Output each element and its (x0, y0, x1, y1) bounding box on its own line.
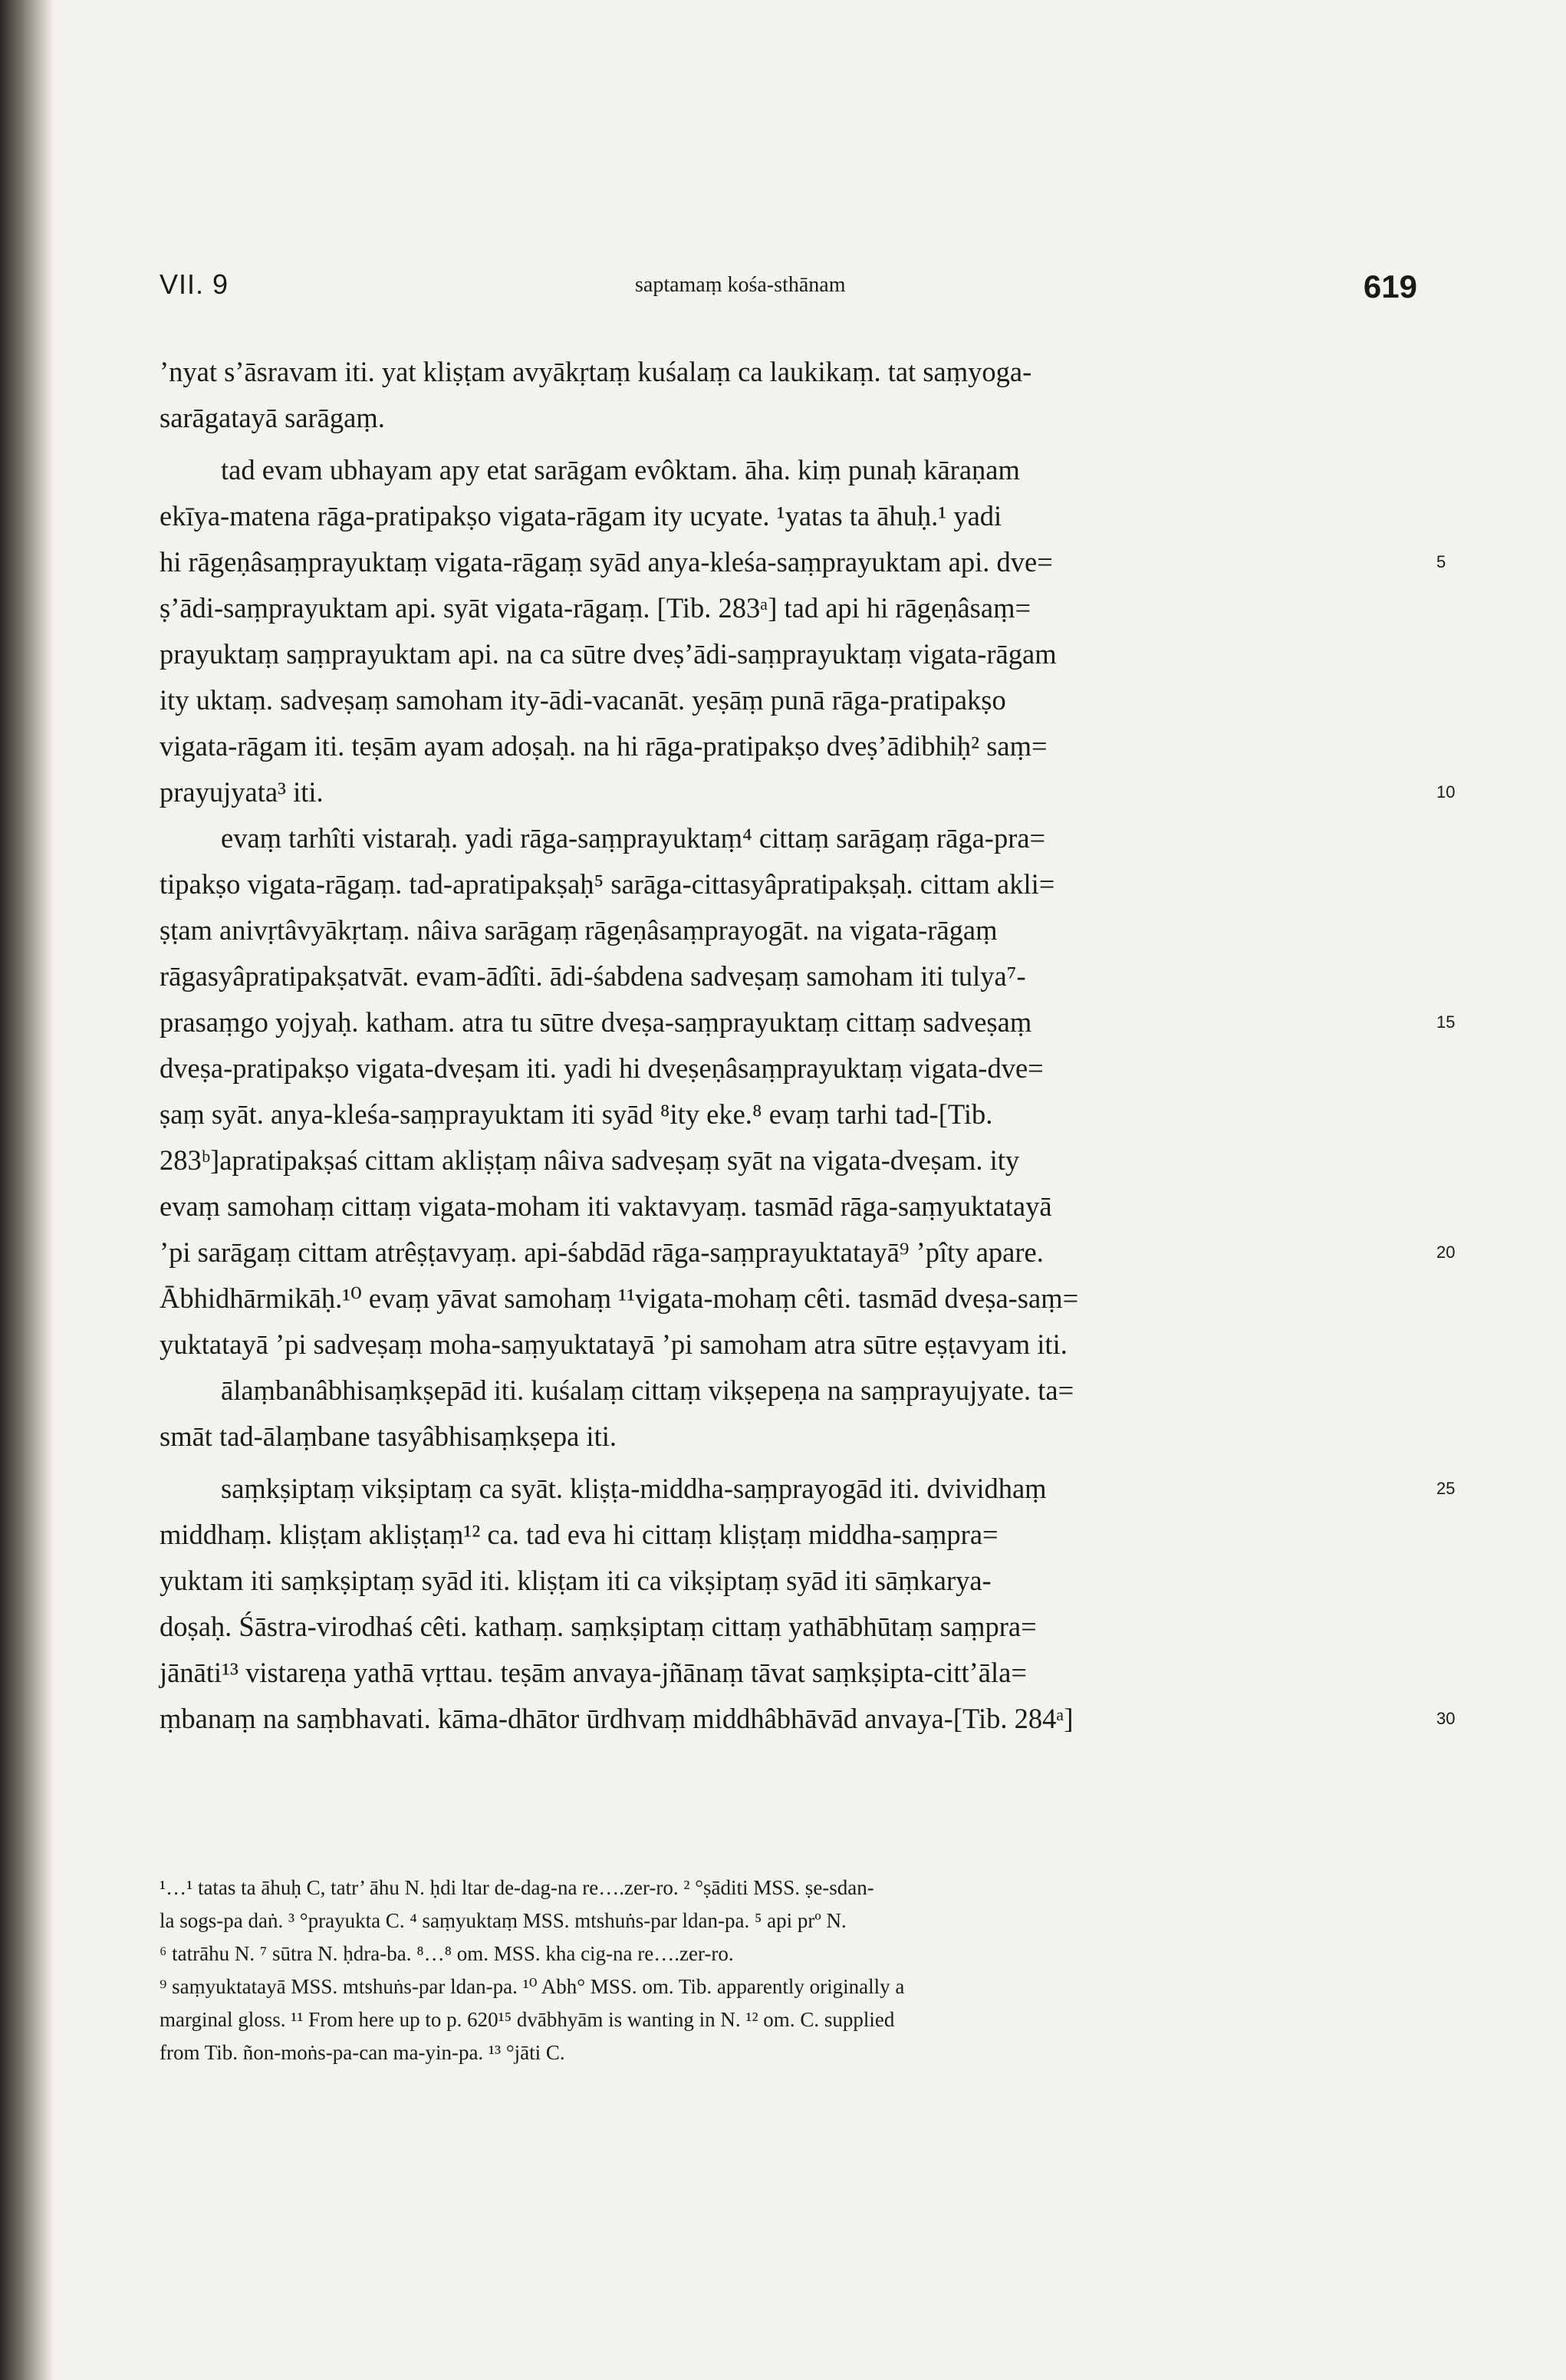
text-line (160, 1466, 1456, 1512)
footnote-line: from Tib. ñon-moṅs-pa-can ma-yin-pa. ¹³ °jāti C. (160, 2041, 565, 2064)
text-line (160, 349, 1417, 395)
line-text: hi rāgeṇâsaṃprayuktaṃ vigata-rāgaṃ syād anya-kleśa-saṃprayuktam api. dve= (160, 546, 1053, 578)
text-line (160, 1558, 1417, 1604)
line-text: ity uktaṃ. sadveṣaṃ samoham ity-ādi-vacanāt. yeṣāṃ punā rāga-pratipakṣo (160, 684, 1006, 716)
line-number: 15 (1436, 1012, 1456, 1032)
line-text: tad evam ubhayam apy etat sarāgam evôktam. āha. kiṃ punaḥ kāraṇam (221, 454, 1020, 486)
text-line (160, 1091, 1417, 1137)
line-text: ṣ’ādi-saṃprayuktam api. syāt vigata-rāgaṃ. [Tib. 283ᵃ] tad api hi rāgeṇâsaṃ= (160, 592, 1031, 624)
footnote-line: ⁹ saṃyuktatayā MSS. mtshuṅs-par ldan-pa. ¹⁰ Abh° MSS. om. Tib. apparently originally a (160, 1975, 905, 1998)
text-line (160, 861, 1417, 907)
line-text: jānāti¹³ vistareṇa yathā vṛttau. teṣām anvaya-jñānaṃ tāvat saṃkṣipta-citt’āla= (160, 1657, 1027, 1688)
main-text (160, 349, 1456, 1742)
text-line (160, 1137, 1417, 1183)
line-text: evaṃ tarhîti vistaraḥ. yadi rāga-saṃprayuktaṃ⁴ cittaṃ sarāgaṃ rāga-pra= (221, 822, 1046, 854)
line-text: evaṃ samohaṃ cittaṃ vigata-moham iti vaktavyaṃ. tasmād rāga-saṃyuktatayā (160, 1190, 1052, 1222)
line-text: rāgasyâpratipakṣatvāt. evam-ādîti. ādi-śabdena sadveṣaṃ samoham iti tulya⁷- (160, 960, 1026, 992)
line-text: yuktam iti saṃkṣiptaṃ syād iti. kliṣṭam iti ca vikṣiptaṃ syād iti sāṃkarya- (160, 1565, 992, 1596)
text-line (160, 539, 1446, 585)
line-text: Ābhidhārmikāḥ.¹⁰ evaṃ yāvat samohaṃ ¹¹vigata-mohaṃ cêti. tasmād dveṣa-saṃ= (160, 1282, 1079, 1314)
line-text: prayujyata³ iti. (160, 776, 324, 808)
text-line (160, 1696, 1456, 1742)
text-line (160, 447, 1417, 493)
line-text: ṃbanaṃ na saṃbhavati. kāma-dhātor ūrdhvaṃ middhâbhāvād anvaya-[Tib. 284ᵃ] (160, 1703, 1074, 1734)
line-number: 30 (1436, 1709, 1456, 1728)
text-line (160, 493, 1417, 539)
text-line (160, 1045, 1417, 1091)
chapter-reference: VII. 9 (160, 268, 229, 300)
line-text: sarāgatayā sarāgaṃ. (160, 402, 385, 433)
line-text: ṣṭam anivṛtâvyākṛtaṃ. nâiva sarāgaṃ rāgeṇâsaṃprayogāt. na vigata-rāgaṃ (160, 914, 998, 946)
text-line (160, 1322, 1417, 1368)
text-line (160, 1650, 1417, 1696)
footnote-line: marginal gloss. ¹¹ From here up to p. 620¹⁵ dvābhyām is wanting in N. ¹² om. C. supplied (160, 2008, 895, 2031)
line-text: vigata-rāgam iti. teṣām ayam adoṣaḥ. na hi rāga-pratipakṣo dveṣ’ādibhiḥ² saṃ= (160, 730, 1048, 762)
text-line (160, 999, 1456, 1045)
footnote-line: la sogs-pa daṅ. ³ °prayukta C. ⁴ saṃyuktaṃ MSS. mtshuṅs-par ldan-pa. ⁵ api prº N. (160, 1909, 847, 1932)
line-text: saṃkṣiptaṃ vikṣiptaṃ ca syāt. kliṣṭa-middha-saṃprayogād iti. dvividhaṃ (221, 1473, 1047, 1504)
line-text: yuktatayā ’pi sadveṣaṃ moha-saṃyuktatayā ’pi samoham atra sūtre eṣṭavyam iti. (160, 1328, 1068, 1360)
text-line (160, 1276, 1417, 1322)
page-number: 619 (1363, 268, 1417, 304)
line-text: smāt tad-ālaṃbane tasyâbhisaṃkṣepa iti. (160, 1420, 617, 1452)
book-spine-shadow (0, 0, 54, 2380)
line-text: ’pi sarāgaṃ cittam atrêṣṭavyaṃ. api-śabdād rāga-saṃprayuktatayā⁹ ’pîty apare. (160, 1236, 1044, 1268)
footnote-line: ⁶ tatrāhu N. ⁷ sūtra N. ḥdra-ba. ⁸…⁸ om. MSS. kha cig-na re….zer-ro. (160, 1942, 734, 1965)
line-number: 20 (1436, 1243, 1456, 1262)
line-number: 25 (1436, 1479, 1456, 1498)
line-text: ālaṃbanâbhisaṃkṣepād iti. kuśalaṃ cittaṃ vikṣepeṇa na saṃprayujyate. ta= (221, 1374, 1074, 1406)
line-text: dveṣa-pratipakṣo vigata-dveṣam iti. yadi hi dveṣeṇâsaṃprayuktaṃ vigata-dve= (160, 1052, 1044, 1084)
line-text: tipakṣo vigata-rāgaṃ. tad-apratipakṣaḥ⁵ sarāga-cittasyâpratipakṣaḥ. cittam akli= (160, 868, 1055, 900)
text-line (160, 631, 1417, 677)
text-line (160, 1414, 1417, 1460)
text-line (160, 677, 1417, 723)
footnotes (160, 1871, 1417, 2069)
text-line (160, 953, 1417, 999)
line-text: doṣaḥ. Śāstra-virodhaś cêti. kathaṃ. saṃkṣiptaṃ cittaṃ yathābhūtaṃ saṃpra= (160, 1611, 1037, 1642)
text-line (160, 769, 1456, 815)
line-text: ekīya-matena rāga-pratipakṣo vigata-rāgam ity ucyate. ¹yatas ta āhuḥ.¹ yadi (160, 500, 1002, 532)
text-line (160, 1604, 1417, 1650)
text-line (160, 395, 1417, 441)
line-text: 283ᵇ]apratipakṣaś cittam akliṣṭaṃ nâiva sadveṣaṃ syāt na vigata-dveṣam. ity (160, 1144, 1020, 1176)
line-text: ’nyat s’āsravam iti. yat kliṣṭam avyākṛtaṃ kuśalaṃ ca laukikaṃ. tat saṃyoga- (160, 356, 1032, 387)
line-number: 10 (1436, 782, 1456, 802)
text-line (160, 1230, 1456, 1276)
footnote-line: ¹…¹ tatas ta āhuḥ C, tatr’ āhu N. ḥdi ltar de-dag-na re….zer-ro. ² °ṣāditi MSS. ṣe-sdan- (160, 1876, 874, 1899)
text-line (160, 815, 1417, 861)
line-text: middhaṃ. kliṣṭam akliṣṭaṃ¹² ca. tad eva hi cittaṃ kliṣṭaṃ middha-saṃpra= (160, 1519, 998, 1550)
text-line (160, 1512, 1417, 1558)
text-line (160, 907, 1417, 953)
line-text: prayuktaṃ saṃprayuktam api. na ca sūtre dveṣ’ādi-saṃprayuktaṃ vigata-rāgam (160, 638, 1057, 670)
line-number: 5 (1436, 552, 1446, 571)
line-text: prasaṃgo yojyaḥ. katham. atra tu sūtre dveṣa-saṃprayuktaṃ cittaṃ sadveṣaṃ (160, 1006, 1032, 1038)
text-line (160, 723, 1417, 769)
text-line (160, 1368, 1417, 1414)
page-header (160, 268, 1417, 314)
text-line (160, 1183, 1417, 1230)
line-text: ṣaṃ syāt. anya-kleśa-saṃprayuktam iti syād ⁸ity eke.⁸ evaṃ tarhi tad-[Tib. (160, 1098, 993, 1130)
text-line (160, 585, 1417, 631)
running-title: saptamaṃ kośa-sthānam (635, 273, 846, 297)
